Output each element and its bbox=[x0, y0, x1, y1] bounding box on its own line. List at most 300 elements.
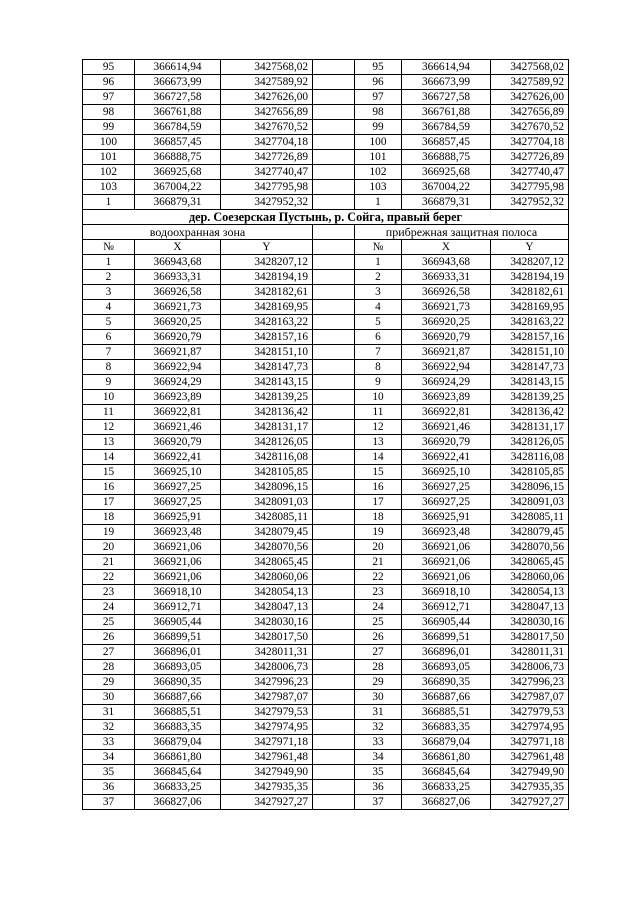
right-y-coordinate: 3428085,11 bbox=[491, 510, 569, 525]
right-x-coordinate: 366879,31 bbox=[402, 195, 491, 210]
right-y-coordinate: 3427961,48 bbox=[491, 750, 569, 765]
right-y-coordinate: 3428054,13 bbox=[491, 585, 569, 600]
left-point-number: 14 bbox=[83, 450, 135, 465]
table-row bbox=[83, 735, 569, 750]
gap-cell bbox=[313, 510, 355, 525]
left-point-number: 96 bbox=[83, 75, 135, 90]
left-x-coordinate: 366925,68 bbox=[135, 165, 221, 180]
left-x-coordinate: 366925,91 bbox=[135, 510, 221, 525]
left-point-number: 33 bbox=[83, 735, 135, 750]
left-y-coordinate: 3428131,17 bbox=[221, 420, 313, 435]
gap-cell bbox=[313, 255, 355, 270]
left-y-coordinate: 3428139,25 bbox=[221, 390, 313, 405]
section-rows-group bbox=[83, 255, 569, 810]
right-point-number: 11 bbox=[355, 405, 402, 420]
document-page bbox=[82, 59, 569, 810]
left-zone-title: водоохранная зона bbox=[83, 225, 313, 240]
left-x-coordinate: 366887,66 bbox=[135, 690, 221, 705]
left-point-number: 28 bbox=[83, 660, 135, 675]
left-x-coordinate: 366673,99 bbox=[135, 75, 221, 90]
left-y-coordinate: 3428047,13 bbox=[221, 600, 313, 615]
left-y-coordinate: 3428011,31 bbox=[221, 645, 313, 660]
left-y-coordinate: 3428147,73 bbox=[221, 360, 313, 375]
table-row bbox=[83, 435, 569, 450]
left-y-coordinate: 3428054,13 bbox=[221, 585, 313, 600]
left-point-number: 11 bbox=[83, 405, 135, 420]
left-point-number: 36 bbox=[83, 780, 135, 795]
right-point-number: 15 bbox=[355, 465, 402, 480]
right-x-coordinate: 366888,75 bbox=[402, 150, 491, 165]
right-point-number: 99 bbox=[355, 120, 402, 135]
left-x-coordinate: 366920,79 bbox=[135, 330, 221, 345]
right-y-coordinate: 3428136,42 bbox=[491, 405, 569, 420]
gap-cell bbox=[313, 345, 355, 360]
right-zone-title: прибрежная защитная полоса bbox=[355, 225, 569, 240]
right-y-coordinate: 3427996,23 bbox=[491, 675, 569, 690]
right-x-coordinate: 366912,71 bbox=[402, 600, 491, 615]
gap-cell bbox=[313, 150, 355, 165]
right-point-number: 1 bbox=[355, 195, 402, 210]
left-x-coordinate: 366893,05 bbox=[135, 660, 221, 675]
table-row bbox=[83, 345, 569, 360]
right-y-coordinate: 3428011,31 bbox=[491, 645, 569, 660]
left-y-coordinate: 3427927,27 bbox=[221, 795, 313, 810]
table-row bbox=[83, 570, 569, 585]
right-x-coordinate: 366893,05 bbox=[402, 660, 491, 675]
right-x-coordinate: 366921,87 bbox=[402, 345, 491, 360]
left-x-coordinate: 366920,25 bbox=[135, 315, 221, 330]
gap-cell bbox=[313, 300, 355, 315]
gap-cell bbox=[313, 495, 355, 510]
left-point-number: 23 bbox=[83, 585, 135, 600]
right-x-coordinate: 366921,06 bbox=[402, 540, 491, 555]
right-y-coordinate: 3428131,17 bbox=[491, 420, 569, 435]
left-x-coordinate: 366890,35 bbox=[135, 675, 221, 690]
left-x-coordinate: 366857,45 bbox=[135, 135, 221, 150]
left-x-coordinate: 366927,25 bbox=[135, 480, 221, 495]
table-row bbox=[83, 750, 569, 765]
left-y-coordinate: 3427979,53 bbox=[221, 705, 313, 720]
table-row bbox=[83, 765, 569, 780]
left-point-number: 26 bbox=[83, 630, 135, 645]
right-y-coordinate: 3427949,90 bbox=[491, 765, 569, 780]
right-x-coordinate: 366918,10 bbox=[402, 585, 491, 600]
left-point-number: 18 bbox=[83, 510, 135, 525]
right-y-coordinate: 3427626,00 bbox=[491, 90, 569, 105]
gap-cell bbox=[313, 630, 355, 645]
left-point-number: 3 bbox=[83, 285, 135, 300]
right-x-coordinate: 366727,58 bbox=[402, 90, 491, 105]
table-row bbox=[83, 780, 569, 795]
right-point-number: 101 bbox=[355, 150, 402, 165]
left-col-no-header: № bbox=[83, 240, 135, 255]
left-point-number: 8 bbox=[83, 360, 135, 375]
gap-cell bbox=[313, 315, 355, 330]
right-y-coordinate: 3427935,35 bbox=[491, 780, 569, 795]
gap-cell bbox=[313, 90, 355, 105]
right-x-coordinate: 366920,79 bbox=[402, 435, 491, 450]
left-x-coordinate: 366896,01 bbox=[135, 645, 221, 660]
table-row bbox=[83, 795, 569, 810]
right-point-number: 26 bbox=[355, 630, 402, 645]
right-x-coordinate: 366924,29 bbox=[402, 375, 491, 390]
right-y-coordinate: 3428147,73 bbox=[491, 360, 569, 375]
right-point-number: 33 bbox=[355, 735, 402, 750]
left-x-coordinate: 366833,25 bbox=[135, 780, 221, 795]
table-row bbox=[83, 150, 569, 165]
right-point-number: 37 bbox=[355, 795, 402, 810]
right-point-number: 95 bbox=[355, 60, 402, 75]
right-point-number: 22 bbox=[355, 570, 402, 585]
right-x-coordinate: 366927,25 bbox=[402, 480, 491, 495]
gap-cell bbox=[313, 540, 355, 555]
left-point-number: 9 bbox=[83, 375, 135, 390]
left-point-number: 97 bbox=[83, 90, 135, 105]
left-x-coordinate: 366918,10 bbox=[135, 585, 221, 600]
right-point-number: 97 bbox=[355, 90, 402, 105]
gap-cell bbox=[313, 180, 355, 195]
gap-cell bbox=[313, 60, 355, 75]
left-x-coordinate: 366614,94 bbox=[135, 60, 221, 75]
table-row bbox=[83, 180, 569, 195]
gap-cell bbox=[313, 690, 355, 705]
right-y-coordinate: 3428096,15 bbox=[491, 480, 569, 495]
table-row bbox=[83, 510, 569, 525]
right-point-number: 35 bbox=[355, 765, 402, 780]
right-y-coordinate: 3427670,52 bbox=[491, 120, 569, 135]
left-x-coordinate: 366927,25 bbox=[135, 495, 221, 510]
left-y-coordinate: 3427971,18 bbox=[221, 735, 313, 750]
left-point-number: 16 bbox=[83, 480, 135, 495]
right-point-number: 102 bbox=[355, 165, 402, 180]
table-row bbox=[83, 195, 569, 210]
right-y-coordinate: 3427974,95 bbox=[491, 720, 569, 735]
table-row bbox=[83, 720, 569, 735]
left-point-number: 19 bbox=[83, 525, 135, 540]
table-row bbox=[83, 420, 569, 435]
section-header bbox=[83, 210, 569, 255]
left-y-coordinate: 3428060,06 bbox=[221, 570, 313, 585]
left-y-coordinate: 3427740,47 bbox=[221, 165, 313, 180]
gap-cell bbox=[313, 795, 355, 810]
left-y-coordinate: 3427626,00 bbox=[221, 90, 313, 105]
left-col-y-header: Y bbox=[221, 240, 313, 255]
gap-cell bbox=[313, 570, 355, 585]
left-point-number: 30 bbox=[83, 690, 135, 705]
right-point-number: 14 bbox=[355, 450, 402, 465]
right-x-coordinate: 366905,44 bbox=[402, 615, 491, 630]
gap-cell bbox=[313, 600, 355, 615]
right-point-number: 1 bbox=[355, 255, 402, 270]
right-point-number: 96 bbox=[355, 75, 402, 90]
gap-cell bbox=[313, 285, 355, 300]
gap-cell bbox=[313, 615, 355, 630]
right-x-coordinate: 366827,06 bbox=[402, 795, 491, 810]
right-x-coordinate: 366927,25 bbox=[402, 495, 491, 510]
gap-cell bbox=[313, 75, 355, 90]
left-x-coordinate: 366920,79 bbox=[135, 435, 221, 450]
table-row bbox=[83, 300, 569, 315]
right-x-coordinate: 366920,25 bbox=[402, 315, 491, 330]
left-point-number: 13 bbox=[83, 435, 135, 450]
right-x-coordinate: 366925,68 bbox=[402, 165, 491, 180]
right-point-number: 19 bbox=[355, 525, 402, 540]
right-x-coordinate: 366922,81 bbox=[402, 405, 491, 420]
right-point-number: 4 bbox=[355, 300, 402, 315]
left-y-coordinate: 3427935,35 bbox=[221, 780, 313, 795]
left-y-coordinate: 3428169,95 bbox=[221, 300, 313, 315]
table-row bbox=[83, 645, 569, 660]
gap-cell bbox=[313, 750, 355, 765]
table-row bbox=[83, 105, 569, 120]
left-x-coordinate: 366921,87 bbox=[135, 345, 221, 360]
gap-cell bbox=[313, 135, 355, 150]
left-x-coordinate: 366912,71 bbox=[135, 600, 221, 615]
left-x-coordinate: 366845,64 bbox=[135, 765, 221, 780]
left-x-coordinate: 366827,06 bbox=[135, 795, 221, 810]
left-x-coordinate: 366943,68 bbox=[135, 255, 221, 270]
gap-cell bbox=[313, 165, 355, 180]
left-point-number: 2 bbox=[83, 270, 135, 285]
right-y-coordinate: 3427726,89 bbox=[491, 150, 569, 165]
right-x-coordinate: 366899,51 bbox=[402, 630, 491, 645]
left-y-coordinate: 3427952,32 bbox=[221, 195, 313, 210]
gap-cell bbox=[313, 525, 355, 540]
right-y-coordinate: 3427568,02 bbox=[491, 60, 569, 75]
left-point-number: 7 bbox=[83, 345, 135, 360]
right-point-number: 31 bbox=[355, 705, 402, 720]
left-point-number: 31 bbox=[83, 705, 135, 720]
left-y-coordinate: 3428151,10 bbox=[221, 345, 313, 360]
left-point-number: 12 bbox=[83, 420, 135, 435]
left-y-coordinate: 3428030,16 bbox=[221, 615, 313, 630]
left-x-coordinate: 366905,44 bbox=[135, 615, 221, 630]
left-x-coordinate: 366924,29 bbox=[135, 375, 221, 390]
gap-cell bbox=[313, 720, 355, 735]
right-x-coordinate: 366861,80 bbox=[402, 750, 491, 765]
left-y-coordinate: 3428017,50 bbox=[221, 630, 313, 645]
right-y-coordinate: 3428139,25 bbox=[491, 390, 569, 405]
right-y-coordinate: 3428151,10 bbox=[491, 345, 569, 360]
left-x-coordinate: 366923,89 bbox=[135, 390, 221, 405]
gap-cell bbox=[313, 735, 355, 750]
table-row bbox=[83, 90, 569, 105]
left-point-number: 24 bbox=[83, 600, 135, 615]
zone-title-row bbox=[83, 225, 569, 240]
right-x-coordinate: 366614,94 bbox=[402, 60, 491, 75]
right-point-number: 32 bbox=[355, 720, 402, 735]
right-point-number: 103 bbox=[355, 180, 402, 195]
table-row bbox=[83, 330, 569, 345]
table-row bbox=[83, 75, 569, 90]
left-y-coordinate: 3427949,90 bbox=[221, 765, 313, 780]
right-y-coordinate: 3428060,06 bbox=[491, 570, 569, 585]
gap-cell bbox=[313, 660, 355, 675]
right-y-coordinate: 3428163,22 bbox=[491, 315, 569, 330]
right-y-coordinate: 3427795,98 bbox=[491, 180, 569, 195]
gap-cell bbox=[313, 330, 355, 345]
right-x-coordinate: 366925,10 bbox=[402, 465, 491, 480]
right-y-coordinate: 3428194,19 bbox=[491, 270, 569, 285]
left-y-coordinate: 3428182,61 bbox=[221, 285, 313, 300]
right-x-coordinate: 366922,41 bbox=[402, 450, 491, 465]
right-x-coordinate: 366921,73 bbox=[402, 300, 491, 315]
table-row bbox=[83, 540, 569, 555]
left-x-coordinate: 366925,10 bbox=[135, 465, 221, 480]
right-y-coordinate: 3428091,03 bbox=[491, 495, 569, 510]
right-x-coordinate: 366845,64 bbox=[402, 765, 491, 780]
gap-cell bbox=[313, 465, 355, 480]
right-point-number: 100 bbox=[355, 135, 402, 150]
right-x-coordinate: 366921,06 bbox=[402, 555, 491, 570]
right-x-coordinate: 366883,35 bbox=[402, 720, 491, 735]
left-point-number: 21 bbox=[83, 555, 135, 570]
left-y-coordinate: 3428163,22 bbox=[221, 315, 313, 330]
right-x-coordinate: 367004,22 bbox=[402, 180, 491, 195]
left-y-coordinate: 3428126,05 bbox=[221, 435, 313, 450]
table-row bbox=[83, 450, 569, 465]
right-y-coordinate: 3428070,56 bbox=[491, 540, 569, 555]
table-row bbox=[83, 405, 569, 420]
gap-cell bbox=[313, 480, 355, 495]
left-point-number: 95 bbox=[83, 60, 135, 75]
right-y-coordinate: 3428030,16 bbox=[491, 615, 569, 630]
gap-cell bbox=[313, 390, 355, 405]
left-y-coordinate: 3428143,15 bbox=[221, 375, 313, 390]
left-point-number: 20 bbox=[83, 540, 135, 555]
table-row bbox=[83, 60, 569, 75]
left-x-coordinate: 366727,58 bbox=[135, 90, 221, 105]
table-row bbox=[83, 375, 569, 390]
left-point-number: 1 bbox=[83, 255, 135, 270]
left-y-coordinate: 3428085,11 bbox=[221, 510, 313, 525]
right-point-number: 34 bbox=[355, 750, 402, 765]
gap-cell bbox=[313, 585, 355, 600]
gap-cell bbox=[313, 645, 355, 660]
left-x-coordinate: 366926,58 bbox=[135, 285, 221, 300]
table-row bbox=[83, 255, 569, 270]
right-point-number: 7 bbox=[355, 345, 402, 360]
right-point-number: 16 bbox=[355, 480, 402, 495]
right-point-number: 3 bbox=[355, 285, 402, 300]
right-x-coordinate: 366921,06 bbox=[402, 570, 491, 585]
gap-cell bbox=[313, 360, 355, 375]
left-y-coordinate: 3428065,45 bbox=[221, 555, 313, 570]
right-y-coordinate: 3428079,45 bbox=[491, 525, 569, 540]
gap-cell bbox=[313, 675, 355, 690]
left-y-coordinate: 3427670,52 bbox=[221, 120, 313, 135]
table-row bbox=[83, 315, 569, 330]
gap-cell bbox=[313, 240, 355, 255]
left-y-coordinate: 3428157,16 bbox=[221, 330, 313, 345]
left-y-coordinate: 3427961,48 bbox=[221, 750, 313, 765]
left-y-coordinate: 3428006,73 bbox=[221, 660, 313, 675]
left-point-number: 15 bbox=[83, 465, 135, 480]
left-point-number: 17 bbox=[83, 495, 135, 510]
right-x-coordinate: 366887,66 bbox=[402, 690, 491, 705]
left-x-coordinate: 366921,06 bbox=[135, 555, 221, 570]
table-row bbox=[83, 675, 569, 690]
right-point-number: 23 bbox=[355, 585, 402, 600]
left-y-coordinate: 3427704,18 bbox=[221, 135, 313, 150]
left-x-coordinate: 366921,46 bbox=[135, 420, 221, 435]
table-row bbox=[83, 120, 569, 135]
right-y-coordinate: 3428157,16 bbox=[491, 330, 569, 345]
table-row bbox=[83, 615, 569, 630]
right-y-coordinate: 3427927,27 bbox=[491, 795, 569, 810]
left-x-coordinate: 366922,81 bbox=[135, 405, 221, 420]
gap-cell bbox=[313, 435, 355, 450]
left-y-coordinate: 3427726,89 bbox=[221, 150, 313, 165]
right-y-coordinate: 3427971,18 bbox=[491, 735, 569, 750]
right-y-coordinate: 3428169,95 bbox=[491, 300, 569, 315]
table-row bbox=[83, 285, 569, 300]
right-point-number: 98 bbox=[355, 105, 402, 120]
table-row bbox=[83, 630, 569, 645]
left-y-coordinate: 3427996,23 bbox=[221, 675, 313, 690]
left-x-coordinate: 366922,94 bbox=[135, 360, 221, 375]
right-x-coordinate: 366943,68 bbox=[402, 255, 491, 270]
left-x-coordinate: 366923,48 bbox=[135, 525, 221, 540]
right-x-coordinate: 366920,79 bbox=[402, 330, 491, 345]
left-point-number: 32 bbox=[83, 720, 135, 735]
left-x-coordinate: 366888,75 bbox=[135, 150, 221, 165]
left-x-coordinate: 366921,73 bbox=[135, 300, 221, 315]
left-y-coordinate: 3428207,12 bbox=[221, 255, 313, 270]
left-point-number: 103 bbox=[83, 180, 135, 195]
right-y-coordinate: 3428207,12 bbox=[491, 255, 569, 270]
left-y-coordinate: 3427656,89 bbox=[221, 105, 313, 120]
gap-cell bbox=[313, 765, 355, 780]
left-point-number: 5 bbox=[83, 315, 135, 330]
left-point-number: 35 bbox=[83, 765, 135, 780]
table-row bbox=[83, 270, 569, 285]
right-x-coordinate: 366833,25 bbox=[402, 780, 491, 795]
gap-cell bbox=[313, 450, 355, 465]
left-point-number: 99 bbox=[83, 120, 135, 135]
left-point-number: 10 bbox=[83, 390, 135, 405]
right-point-number: 30 bbox=[355, 690, 402, 705]
right-point-number: 21 bbox=[355, 555, 402, 570]
table-row bbox=[83, 165, 569, 180]
gap-cell bbox=[313, 705, 355, 720]
left-x-coordinate: 366921,06 bbox=[135, 570, 221, 585]
right-point-number: 36 bbox=[355, 780, 402, 795]
left-y-coordinate: 3428096,15 bbox=[221, 480, 313, 495]
right-x-coordinate: 366890,35 bbox=[402, 675, 491, 690]
right-y-coordinate: 3428143,15 bbox=[491, 375, 569, 390]
gap-cell bbox=[313, 375, 355, 390]
right-col-no-header: № bbox=[355, 240, 402, 255]
left-point-number: 101 bbox=[83, 150, 135, 165]
left-x-coordinate: 366879,04 bbox=[135, 735, 221, 750]
right-point-number: 18 bbox=[355, 510, 402, 525]
right-point-number: 8 bbox=[355, 360, 402, 375]
table-row bbox=[83, 525, 569, 540]
table-row bbox=[83, 585, 569, 600]
right-y-coordinate: 3427987,07 bbox=[491, 690, 569, 705]
left-x-coordinate: 366761,88 bbox=[135, 105, 221, 120]
left-x-coordinate: 366933,31 bbox=[135, 270, 221, 285]
left-point-number: 1 bbox=[83, 195, 135, 210]
right-y-coordinate: 3428047,13 bbox=[491, 600, 569, 615]
right-y-coordinate: 3428116,08 bbox=[491, 450, 569, 465]
section-title: дер. Соезерская Пустынь, р. Сойга, правый берег bbox=[83, 210, 569, 225]
gap-cell bbox=[313, 105, 355, 120]
left-x-coordinate: 366883,35 bbox=[135, 720, 221, 735]
right-x-coordinate: 366896,01 bbox=[402, 645, 491, 660]
left-y-coordinate: 3428105,85 bbox=[221, 465, 313, 480]
